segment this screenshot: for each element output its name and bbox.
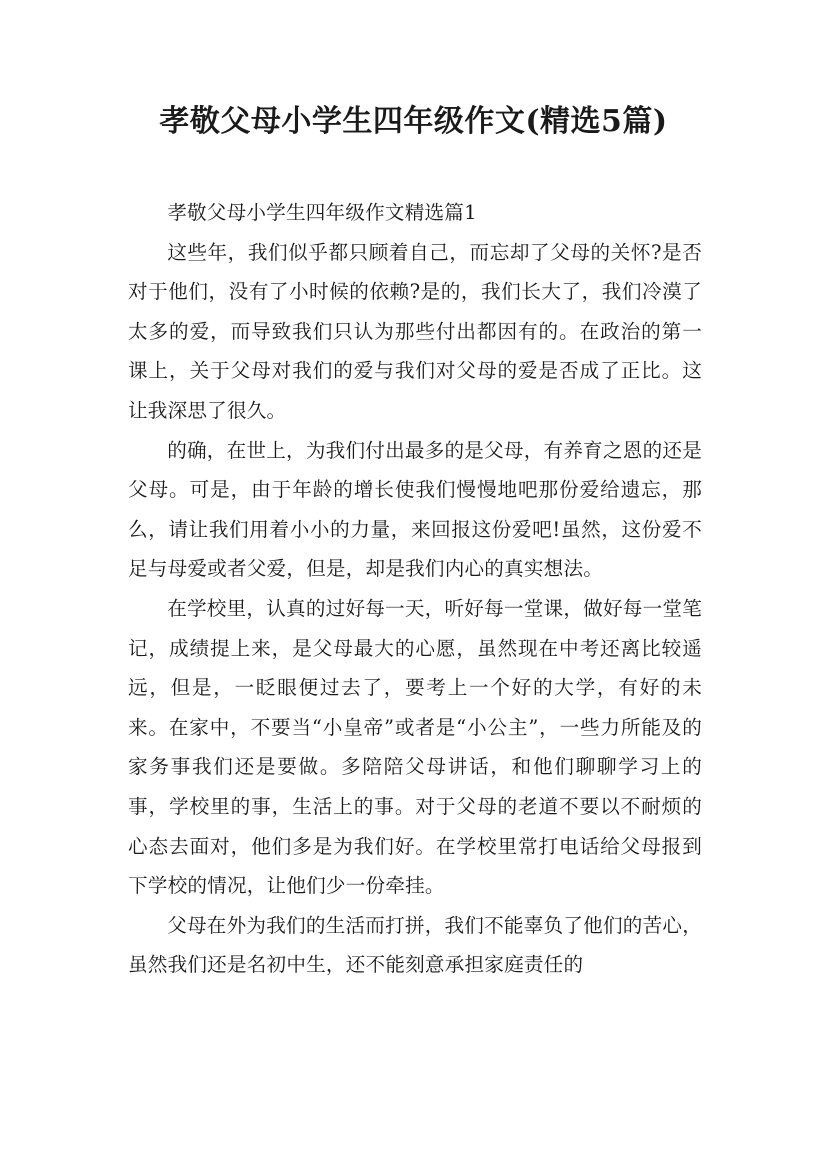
paragraph: 这些年，我们似乎都只顾着自己，而忘却了父母的关怀?是否对于他们，没有了小时候的依赖?是的，我们长大了，我们冷漠了太多的爱，而导致我们只认为那些付出都因有的。在政治的第一课上，关于父母对我们的爱与我们对父母的爱是否成了正比。这让我深思了很久。 [128,240,702,422]
paragraph: 在学校里，认真的过好每一天，听好每一堂课，做好每一堂笔记，成绩提上来，是父母最大的心愿，虽然现在中考还离比较遥远，但是，一眨眼便过去了，要考上一个好的大学，有好的未来。在家中，不要当“小皇帝”或者是“小公主”，一些力所能及的家务事我们还是要做。多陪陪父母讲话，和他们聊聊学习上的事，学校里的事，生活上的事。对于父母的老道不要以不耐烦的心态去面对，他们多是为我们好。在学校里常打电话给父母报到下学校的情况，让他们少一份牵挂。 [128,596,702,898]
document-body [128,193,702,985]
paragraph: 父母在外为我们的生活而打拼，我们不能辜负了他们的苦心，虽然我们还是名初中生，还不能刻意承担家庭责任的 [128,913,702,977]
paragraph: 的确，在世上，为我们付出最多的是父母，有养育之恩的还是父母。可是，由于年龄的增长使我们慢慢地吧那份爱给遗忘，那么，请让我们用着小小的力量，来回报这份爱吧!虽然，这份爱不足与母爱或者父爱，但是，却是我们内心的真实想法。 [128,438,702,581]
section-heading: 孝敬父母小学生四年级作文精选篇1 [167,201,477,224]
document-title: 孝敬父母小学生四年级作文(精选5篇) [159,104,668,139]
